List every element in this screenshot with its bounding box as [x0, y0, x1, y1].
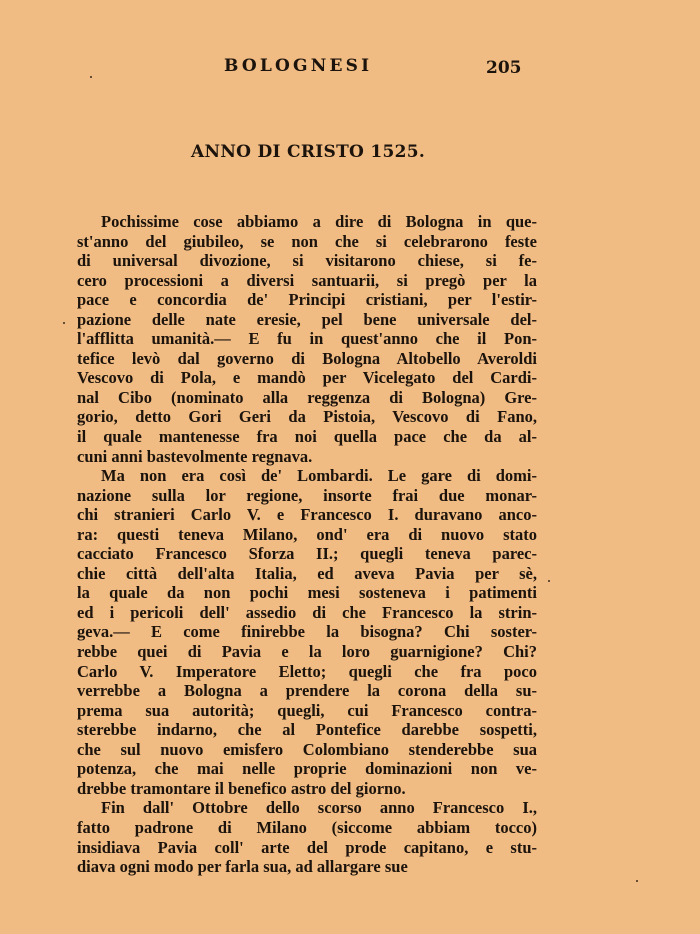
- page-number: 205: [486, 58, 522, 78]
- text-line: sterebbe indarno, che al Pontefice darebbe sospetti,: [77, 720, 537, 740]
- paper-speck: [636, 880, 638, 882]
- body-text: [77, 212, 537, 877]
- text-line: la quale da non pochi mesi sosteneva i patimenti: [77, 583, 537, 603]
- text-line: Ma non era così de' Lombardi. Le gare di domi-: [101, 466, 537, 486]
- text-line: tefice levò dal governo di Bologna Altobello Averoldi: [77, 348, 537, 368]
- text-line: geva.— E come finirebbe la bisogna? Chi soster-: [77, 622, 537, 642]
- text-line: cacciato Francesco Sforza II.; quegli teneva parec-: [77, 544, 537, 564]
- text-line: cero processioni a diversi santuarii, si pregò per la: [77, 270, 537, 290]
- section-heading: ANNO DI CRISTO 1525.: [191, 142, 426, 162]
- text-line: fatto padrone di Milano (siccome abbiam tocco): [77, 817, 537, 837]
- paper-speck: [63, 322, 65, 324]
- text-line: rebbe quei di Pavia e la loro guarnigione? Chi?: [77, 642, 537, 662]
- text-line: ra: questi teneva Milano, ond' era di nuovo stato: [77, 524, 537, 544]
- text-line: il quale mantenesse fra noi quella pace che da al-: [77, 427, 537, 447]
- text-line: diava ogni modo per farla sua, ad allargare sue: [77, 857, 408, 877]
- text-line: l'afflitta umanità.— E fu in quest'anno che il Pon-: [77, 329, 537, 349]
- text-line: Fin dall' Ottobre dello scorso anno Francesco I.,: [101, 798, 537, 818]
- text-line: Carlo V. Imperatore Eletto; quegli che fra poco: [77, 661, 537, 681]
- text-line: chi stranieri Carlo V. e Francesco I. duravano anco-: [77, 505, 537, 525]
- text-line: nal Cibo (nominato alla reggenza di Bologna) Gre-: [77, 387, 537, 407]
- text-line: prema sua autorità; quegli, cui Francesco contra-: [77, 700, 537, 720]
- text-line: nazione sulla lor regione, insorte frai due monar-: [77, 485, 537, 505]
- text-line: drebbe tramontare il benefico astro del giorno.: [77, 778, 406, 798]
- text-line: potenza, che mai nelle proprie dominazioni non ve-: [77, 759, 537, 779]
- text-line: verrebbe a Bologna a prendere la corona della su-: [77, 681, 537, 701]
- text-line: insidiava Pavia coll' arte del prode capitano, e stu-: [77, 837, 537, 857]
- text-line: cuni anni bastevolmente regnava.: [77, 446, 313, 466]
- text-line: pace e concordia de' Principi cristiani, per l'estir-: [77, 290, 537, 310]
- paper-speck: [90, 76, 92, 78]
- paper-speck: [548, 580, 550, 582]
- text-line: ed i pericoli dell' assedio di che Francesco la strin-: [77, 602, 537, 622]
- text-line: Pochissime cose abbiamo a dire di Bologna in que-: [101, 212, 537, 231]
- running-head: BOLOGNESI: [224, 56, 373, 76]
- text-line: di universal divozione, si visitarono chiese, si fe-: [77, 251, 537, 271]
- text-line: chie città dell'alta Italia, ed aveva Pavia per sè,: [77, 563, 537, 583]
- text-line: Vescovo di Pola, e mandò per Vicelegato del Cardi-: [77, 368, 537, 388]
- text-line: st'anno del giubileo, se non che si celebrarono feste: [77, 231, 537, 251]
- text-line: pazione delle nate eresie, pel bene universale del-: [77, 309, 537, 329]
- text-line: che sul nuovo emisfero Colombiano stenderebbe sua: [77, 739, 537, 759]
- text-line: gorio, detto Gori Geri da Pistoia, Vescovo di Fano,: [77, 407, 537, 427]
